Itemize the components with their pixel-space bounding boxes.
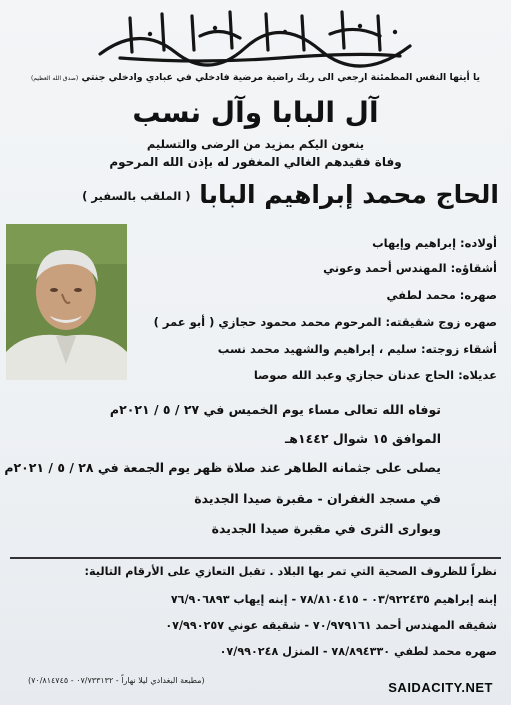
verse-reference: (صدق الله العظيم) [30, 75, 79, 82]
condolence-phone-line: إبنه إبراهيم ٠٣/٩٢٢٤٣٥ - ٧٨/٨١٠٤١٥ - إبنه إيهاب ٧٦/٩٠٦٨٩٣ [170, 593, 497, 606]
families-heading: آل البابا وآل نسب [132, 96, 379, 129]
mourning-line-1: ينعون اليكم بمزيد من الرضى والتسليم [146, 137, 365, 151]
relative-line: أشقاء زوجته: سليم ، إبراهيم والشهيد محمد نسب [217, 342, 497, 356]
relative-line: أولاده: إبراهيم وإيهاب [372, 236, 497, 250]
burial-place: ويوارى الثرى في مقبرة صيدا الجديدة [211, 521, 441, 536]
site-watermark: SAIDACITY.NET [388, 680, 493, 695]
funeral-mosque: في مسجد الغفران - مقبرة صيدا الجديدة [194, 491, 441, 506]
verse-text: يا أيتها النفس المطمئنة ارجعي الى ربك راضية مرضية فادخلي في عبادي وادخلي جنتي [81, 72, 481, 83]
relative-line: أشقاؤه: المهندس أحمد وعوني [323, 261, 497, 275]
relative-line: صهره: محمد لطفي [386, 288, 497, 302]
deceased-photo [6, 224, 127, 380]
deceased-name-line [10, 180, 499, 209]
relative-line: صهره زوج شقيقته: المرحوم محمد محمود حجازي ( أبو عمر ) [153, 315, 497, 329]
deceased-name: الحاج محمد إبراهيم البابا [199, 180, 499, 209]
mourning-line-2: وفاة فقيدهم الغالي المغفور له بإذن الله المرحوم [109, 155, 402, 169]
funeral-prayer: يصلى على جثمانه الطاهر عند صلاة ظهر يوم الجمعة في ٢٨ / ٥ / ٢٠٢١م [4, 460, 441, 475]
death-date: توفاه الله تعالى مساء يوم الخميس في ٢٧ / ٥ / ٢٠٢١م [109, 402, 441, 417]
condolence-phone-line: شقيقه المهندس أحمد ٧٠/٩٧٩١٦١ - شقيقه عوني ٠٧/٩٩٠٢٥٧ [165, 619, 497, 632]
condolence-intro: نظراً للظروف الصحية التي تمر بها البلاد . تقبل التعازي على الأرقام التالية: [84, 565, 497, 578]
condolence-phone-line: صهره محمد لطفي ٧٨/٨٩٤٣٣٠ - المنزل ٠٧/٩٩٠٢٤٨ [219, 645, 497, 658]
condolence-box [10, 557, 501, 667]
hijri-date: الموافق ١٥ شوال ١٤٤٢هـ [284, 431, 441, 446]
deceased-title: ( الملقب بالسفير ) [82, 189, 191, 203]
printer-credit: (مطبعة البغدادي ليلا نهاراً - ٠٧/٧٣٣١٣٢ - ٧٠/٨١٤٧٤٥) [28, 676, 205, 685]
relative-line: عديلاه: الحاج عدنان حجازي وعبد الله صوصا [253, 368, 497, 382]
quran-verse [14, 72, 497, 83]
calligraphy-header [80, 6, 430, 70]
